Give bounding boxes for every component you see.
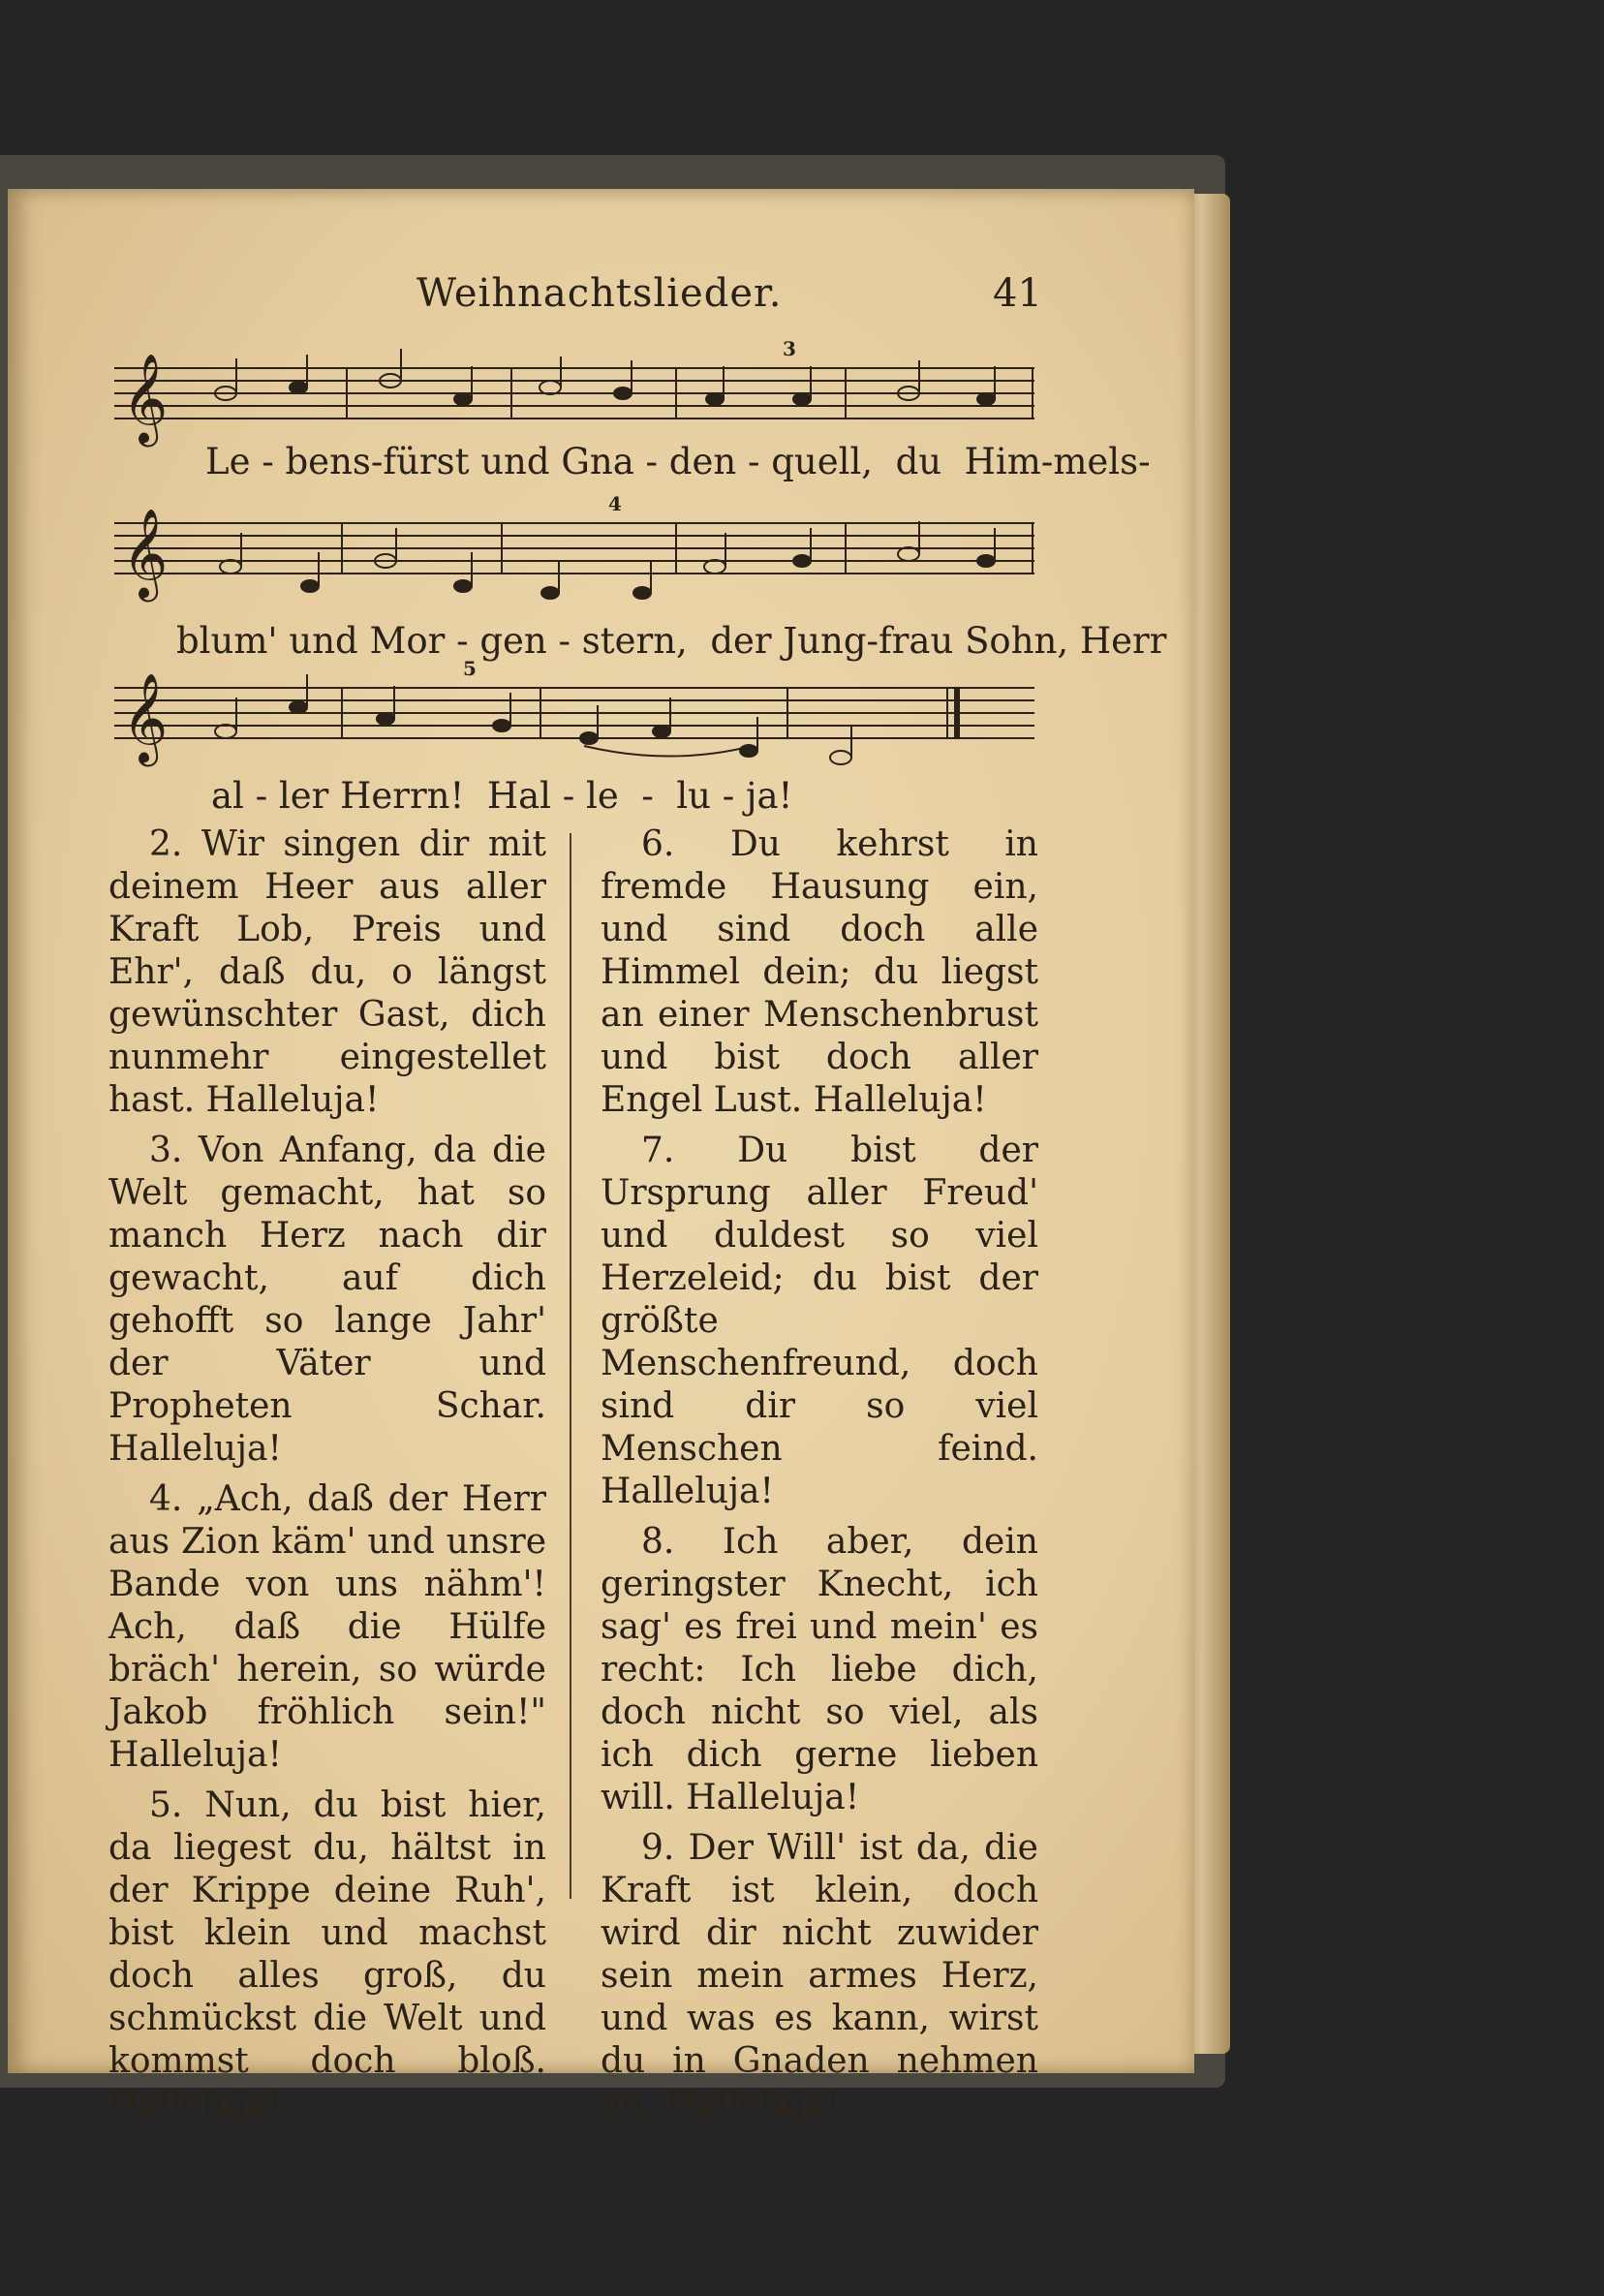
measure-number-3: 5 <box>463 657 477 680</box>
lyrics-line-3: al - ler Herrn! Hal - le - lu - ja! <box>211 775 793 817</box>
verse-6: 6. Du kehrst in fremde Hausung ein, und sind doch alle Himmel dein; du liegst an einer Menschenbrust und bist doch aller Engel Lust. Halleluja! <box>601 824 1038 1120</box>
lyrics-line-2: blum' und Mor - gen - stern, der Jung-frau Sohn, Herr <box>176 620 1167 662</box>
measure-number-2: 4 <box>608 492 622 515</box>
svg-text:𝄞: 𝄞 <box>122 508 169 598</box>
verse-9: 9. Der Will' ist da, die Kraft ist klein, doch wird dir nicht zuwider sein mein armes Herz, und was es kann, wirst du in Gnaden nehmen an. Halleluja! <box>601 1828 1038 2124</box>
svg-text:𝄞: 𝄞 <box>122 672 169 762</box>
staff-notation-2 <box>105 504 1034 610</box>
svg-text:𝄞: 𝄞 <box>122 353 169 443</box>
lyrics-line-1: Le - bens-fürst und Gna - den - quell, du Him-mels- <box>205 441 1151 482</box>
running-title: Weihnachtslieder. <box>416 271 783 316</box>
verse-8: 8. Ich aber, dein geringster Knecht, ich sag' es frei und mein' es recht: Ich liebe dich, doch nicht so viel, als ich dich gerne lieben will. Halleluja! <box>601 1522 1038 1817</box>
verse-4: 4. „Ach, daß der Herr aus Zion käm' und unsre Bande von uns nähm'! Ach, daß die Hülfe bräch' herein, so würde Jakob fröhlich sein!" Halleluja! <box>108 1479 546 1775</box>
column-divider <box>570 833 571 1899</box>
music-staff-1 <box>105 349 1034 446</box>
verses-left-column <box>108 823 546 2133</box>
page-header <box>0 271 1604 329</box>
music-staff-2 <box>105 504 1034 601</box>
verse-3: 3. Von Anfang, da die Welt gemacht, hat so manch Herz nach dir gewacht, auf dich gehofft so lange Jahr' der Väter und Propheten Schar. Halleluja! <box>108 1131 546 1469</box>
verse-5: 5. Nun, du bist hier, da liegest du, hältst in der Krippe deine Ruh', bist klein und machst doch alles groß, du schmückst die Welt und kommst doch bloß. Halleluja! <box>108 1785 546 2124</box>
staff-notation-3 <box>105 668 1034 775</box>
music-staff-3 <box>105 668 1034 765</box>
measure-number-1: 3 <box>783 337 796 360</box>
page-number: 41 <box>993 271 1042 316</box>
verse-2: 2. Wir singen dir mit deinem Heer aus aller Kraft Lob, Preis und Ehr', daß du, o längst gewünschter Gast, dich nunmehr eingestellet hast. Halleluja! <box>108 824 546 1120</box>
verses-right-column <box>601 823 1038 2133</box>
verse-7: 7. Du bist der Ursprung aller Freud' und duldest so viel Herzeleid; du bist der größte Menschenfreund, doch sind dir so viel Menschen feind. Halleluja! <box>601 1131 1038 1511</box>
staff-notation-1 <box>105 349 1034 455</box>
